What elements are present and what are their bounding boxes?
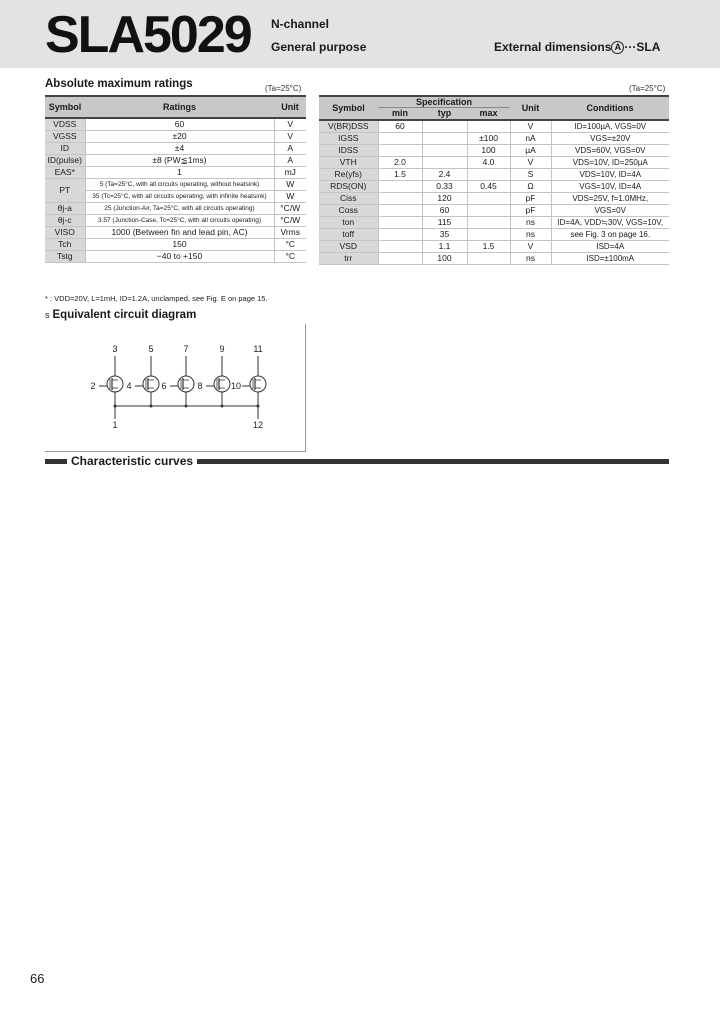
spec-symbol: toff	[319, 229, 378, 241]
spec-min	[378, 193, 422, 205]
pin-drain-label: 11	[253, 344, 263, 354]
spec-row	[319, 217, 669, 229]
header-band	[0, 0, 720, 68]
amr-rating: ±20	[85, 131, 274, 143]
amr-col-unit: Unit	[274, 96, 306, 118]
spec-min	[378, 253, 422, 265]
amr-row	[45, 131, 306, 143]
mosfet-symbol	[250, 376, 266, 392]
amr-row	[45, 179, 306, 191]
amr-rating: 35 (Tc=25°C, with all circuits operating, with infinite heatsink)	[85, 191, 274, 203]
spec-row	[319, 193, 669, 205]
spec-symbol: VTH	[319, 157, 378, 169]
external-dimensions	[494, 40, 660, 54]
amr-row	[45, 203, 306, 215]
pin-gate-label: 6	[161, 381, 167, 391]
spec-typ	[422, 145, 467, 157]
pin-drain-label: 3	[112, 344, 118, 354]
spec-max	[467, 253, 510, 265]
spec-typ: 1.1	[422, 241, 467, 253]
spec-col-min: min	[378, 108, 422, 121]
spec-typ	[422, 133, 467, 145]
amr-unit: °C/W	[280, 215, 301, 225]
spec-min	[378, 145, 422, 157]
amr-condition: (Ta=25°C)	[265, 84, 302, 93]
amr-unit: W	[286, 179, 295, 189]
channel-type: N-channel	[271, 17, 330, 31]
spec-row	[319, 133, 669, 145]
spec-min	[378, 229, 422, 241]
spec-cond: ISD=±100mA	[586, 254, 635, 263]
spec-unit: pF	[510, 205, 551, 217]
spec-min	[378, 133, 422, 145]
part-number: SLA5029	[45, 6, 251, 64]
amr-rating: 1000 (Between fin and lead pin, AC)	[85, 227, 274, 239]
spec-unit: ns	[510, 253, 551, 265]
spec-unit: S	[510, 169, 551, 181]
amr-unit: Vrms	[280, 227, 300, 237]
spec-row	[319, 120, 669, 133]
curves-section-bar	[45, 454, 669, 468]
spec-max	[467, 217, 510, 229]
amr-unit: A	[287, 155, 294, 165]
amr-symbol: VDSS	[45, 118, 85, 131]
amr-row	[45, 251, 306, 263]
spec-typ	[422, 157, 467, 169]
spec-unit: V	[510, 241, 551, 253]
spec-min: 1.5	[378, 169, 422, 181]
amr-unit: mJ	[284, 167, 296, 177]
junction-dot	[150, 405, 153, 408]
ext-dim-label: External dimensions	[494, 40, 612, 54]
spec-header-row-1	[319, 96, 669, 108]
pin-gate-label: 10	[230, 381, 242, 391]
ext-dim-suffix: ···SLA	[624, 40, 661, 54]
amr-footnote: * : VDD=20V, L=1mH, ID=1.2A, unclamped, see Fig. E on page 15.	[45, 294, 268, 303]
pin-gate-label: 4	[126, 381, 132, 391]
spec-symbol: VSD	[319, 241, 378, 253]
amr-unit: W	[286, 191, 295, 201]
junction-dot	[221, 405, 224, 408]
spec-unit: µA	[510, 145, 551, 157]
spec-cond: see Fig. 3 on page 16.	[570, 230, 651, 239]
amr-symbol: θj-a	[45, 203, 85, 215]
amr-symbol: ID(pulse)	[45, 155, 85, 167]
amr-unit: °C	[285, 239, 296, 249]
amr-header-row	[45, 96, 306, 118]
amr-row	[45, 191, 306, 203]
spec-unit: V	[510, 157, 551, 169]
mosfet-symbol	[143, 376, 159, 392]
amr-rating: 150	[85, 239, 274, 251]
spec-symbol: IGSS	[319, 133, 378, 145]
amr-table	[45, 95, 306, 263]
spec-cond: VGS=10V, ID=4A	[579, 182, 642, 191]
amr-rating: 1	[85, 167, 274, 179]
pin-drain-label: 9	[219, 344, 225, 354]
amr-row	[45, 227, 306, 239]
spec-min	[378, 181, 422, 193]
spec-unit: nA	[510, 133, 551, 145]
spec-col-conditions: Conditions	[551, 96, 669, 120]
amr-rating: ±4	[85, 143, 274, 155]
page-number: 66	[30, 971, 45, 986]
spec-cond: ID=100µA, VGS=0V	[574, 122, 647, 131]
amr-row	[45, 215, 306, 227]
amr-rating: −40 to +150	[85, 251, 274, 263]
amr-row	[45, 143, 306, 155]
spec-typ: 115	[422, 217, 467, 229]
circuit-title-text: Equivalent circuit diagram	[52, 309, 197, 321]
spec-row	[319, 229, 669, 241]
mosfet-symbol	[107, 376, 123, 392]
amr-title: Absolute maximum ratings	[45, 78, 193, 90]
spec-symbol: trr	[319, 253, 378, 265]
junction-dot	[257, 405, 260, 408]
amr-symbol: θj-c	[45, 215, 85, 227]
spec-cond: VDS=25V, f=1.0MHz,	[572, 194, 649, 203]
spec-symbol: RDS(ON)	[319, 181, 378, 193]
spec-symbol: IDSS	[319, 145, 378, 157]
spec-max: 1.5	[467, 241, 510, 253]
spec-cond: VDS=60V, VGS=0V	[575, 146, 646, 155]
spec-row	[319, 253, 669, 265]
pin-source-left-label: 1	[112, 420, 118, 430]
amr-symbol: VISO	[45, 227, 85, 239]
spec-row	[319, 181, 669, 193]
spec-row	[319, 205, 669, 217]
spec-symbol: V(BR)DSS	[319, 120, 378, 133]
pin-gate-label: 8	[197, 381, 203, 391]
spec-col-specification: Specification	[378, 96, 510, 108]
spec-cond: ID=4A, VDD≒30V, VGS=10V,	[557, 218, 664, 227]
spec-min	[378, 241, 422, 253]
spec-unit: ns	[510, 217, 551, 229]
amr-row	[45, 167, 306, 179]
amr-row	[45, 118, 306, 131]
amr-symbol: VGSS	[45, 131, 85, 143]
spec-unit: V	[510, 120, 551, 133]
spec-min: 2.0	[378, 157, 422, 169]
spec-col-max: max	[467, 108, 510, 121]
amr-rating: 3.57 (Junction-Case, Tc=25°C, with all circuits operating)	[85, 215, 274, 227]
spec-cond: VGS=±20V	[590, 134, 631, 143]
spec-max: ±100	[467, 133, 510, 145]
amr-unit: V	[287, 131, 294, 141]
spec-cond: VGS=0V	[594, 206, 626, 215]
amr-row	[45, 155, 306, 167]
spec-table	[319, 95, 669, 265]
spec-min	[378, 217, 422, 229]
spec-typ: 120	[422, 193, 467, 205]
amr-rating: 5 (Ta=25°C, with all circuits operating, without heatsink)	[85, 179, 274, 191]
spec-unit: Ω	[510, 181, 551, 193]
spec-max: 0.45	[467, 181, 510, 193]
purpose: General purpose	[271, 40, 367, 54]
amr-symbol: PT	[45, 179, 85, 203]
circuit-bullet: s	[45, 310, 50, 320]
circuit-diagram-frame	[45, 324, 306, 452]
spec-col-typ: typ	[422, 108, 467, 121]
spec-typ: 0.33	[422, 181, 467, 193]
spec-row	[319, 241, 669, 253]
spec-max: 100	[467, 145, 510, 157]
spec-row	[319, 169, 669, 181]
spec-row	[319, 145, 669, 157]
amr-rating: 25 (Junction-Air, Ta=25°C, with all circuits operating)	[85, 203, 274, 215]
amr-unit: °C	[285, 251, 296, 261]
pin-gate-label: 2	[90, 381, 96, 391]
spec-min	[378, 205, 422, 217]
spec-symbol: Coss	[319, 205, 378, 217]
spec-max	[467, 205, 510, 217]
circuit-title	[45, 309, 196, 321]
amr-rating: ±8 (PW≦1ms)	[85, 155, 274, 167]
amr-symbol: ID	[45, 143, 85, 155]
spec-symbol: Ciss	[319, 193, 378, 205]
pin-drain-label: 5	[148, 344, 154, 354]
spec-max	[467, 193, 510, 205]
ext-dim-code: A	[611, 41, 624, 54]
junction-dot	[114, 405, 117, 408]
spec-row	[319, 157, 669, 169]
mosfet-symbol	[178, 376, 194, 392]
spec-unit: ns	[510, 229, 551, 241]
spec-cond: ISD=4A	[596, 242, 625, 251]
amr-col-ratings: Ratings	[85, 96, 274, 118]
amr-unit: A	[287, 143, 294, 153]
circuit-diagram	[45, 324, 306, 452]
spec-symbol: ton	[319, 217, 378, 229]
spec-col-symbol: Symbol	[319, 96, 378, 120]
amr-unit: °C/W	[280, 203, 301, 213]
amr-symbol: Tstg	[45, 251, 85, 263]
spec-typ: 35	[422, 229, 467, 241]
spec-col-unit: Unit	[510, 96, 551, 120]
spec-cond: VDS=10V, ID=4A	[579, 170, 642, 179]
spec-typ: 60	[422, 205, 467, 217]
spec-typ: 100	[422, 253, 467, 265]
spec-max	[467, 169, 510, 181]
junction-dot	[185, 405, 188, 408]
spec-max	[467, 120, 510, 133]
spec-condition: (Ta=25°C)	[629, 84, 666, 93]
spec-symbol: Re(yfs)	[319, 169, 378, 181]
spec-typ: 2.4	[422, 169, 467, 181]
amr-col-symbol: Symbol	[45, 96, 85, 118]
curves-title: Characteristic curves	[67, 454, 197, 468]
amr-unit: V	[287, 119, 294, 129]
pin-drain-label: 7	[183, 344, 189, 354]
amr-symbol: Tch	[45, 239, 85, 251]
spec-cond: VDS=10V, ID=250µA	[572, 158, 648, 167]
amr-rating: 60	[85, 118, 274, 131]
mosfet-symbol	[214, 376, 230, 392]
amr-symbol: EAS*	[45, 167, 85, 179]
spec-max: 4.0	[467, 157, 510, 169]
spec-unit: pF	[510, 193, 551, 205]
spec-max	[467, 229, 510, 241]
spec-min: 60	[378, 120, 422, 133]
amr-row	[45, 239, 306, 251]
spec-typ	[422, 120, 467, 133]
pin-source-right-label: 12	[252, 420, 264, 430]
